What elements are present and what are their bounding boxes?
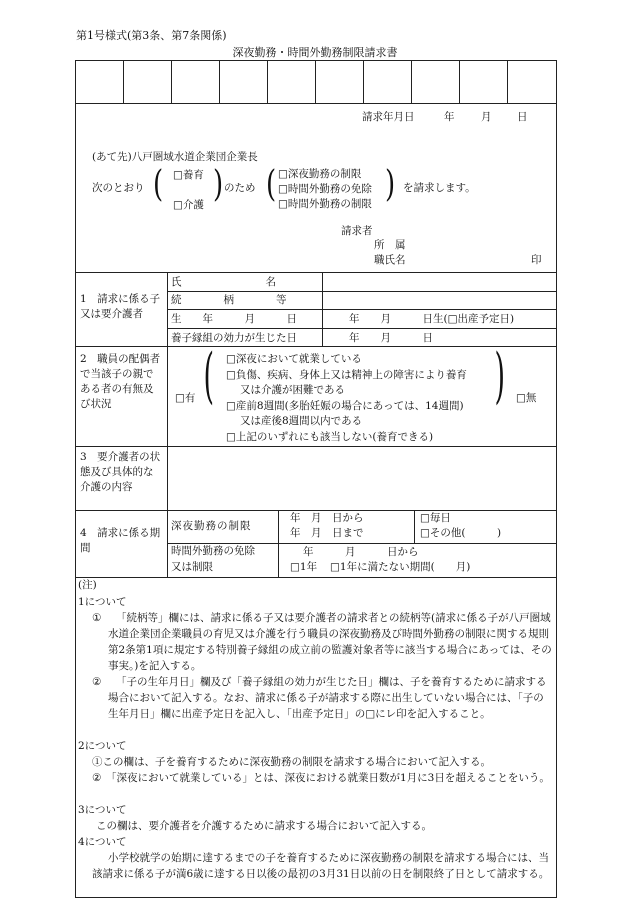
field-name-label: 氏 名 [171,276,276,288]
overtime-less-than-year[interactable]: □1年に満たない期間( 月) [330,561,471,573]
night-limit-label: 深夜勤務の制限 [171,520,252,532]
addressee: (あて先)八戸圏域水道企業団企業長 [92,151,258,163]
field-relation-label: 続 柄 等 [171,294,287,306]
option-night-limit[interactable]: □深夜勤務の制限 [278,168,362,180]
note3-heading: 3について [78,804,127,816]
field-adoption-label: 養子縁組の効力が生じた日 [171,332,297,344]
as-follows-text: 次のとおり [92,182,145,194]
spouse-cond-maternity[interactable]: □産前8週間(多胎妊娠の場合にあっては、14週間) [226,400,464,412]
note1-heading: 1について [78,596,127,608]
note2a-text: ①この欄は、子を養育するために深夜勤務の制限を請求する場合において記入する。 [92,756,491,768]
request-text: を請求します。 [403,182,476,194]
option-care[interactable]: □介護 [173,199,204,211]
overtime-one-year[interactable]: □1年 [290,561,318,573]
section4-label: 4 請求に係る期間 [80,527,161,554]
note4-heading: 4について [78,836,127,848]
for-the-text: のため [224,182,256,194]
seal-mark: 印 [531,254,542,266]
left-brace-1: ( [153,164,164,206]
section1-label: 1 請求に係る子又は要介護者 [80,293,161,320]
form-number: 第1号様式(第3条、第7条関係) [76,29,227,42]
option-overtime-limit[interactable]: □時間外勤務の制限 [278,198,372,210]
overtime-label: 時間外勤務の免除 [171,545,255,557]
right-brace-1: ) [213,164,224,206]
left-brace-2: ( [266,164,277,206]
right-brace-2: ) [385,164,396,206]
night-limit-from[interactable]: 年 月 日から [290,512,364,524]
spouse-yes[interactable]: □有 [175,392,196,404]
note1b-mark: ② [92,676,102,688]
note2b-mark: ② [92,772,102,784]
overtime-label-cont: 又は制限 [171,561,213,573]
option-overtime-exempt[interactable]: □時間外勤務の免除 [278,183,372,195]
note1a-mark: ① [92,612,102,624]
name-title-label: 職氏名 [374,254,406,266]
field-birth-value[interactable]: 年 月 日生(□出産予定日) [349,313,515,325]
night-limit-to[interactable]: 年 月 日まで [290,527,364,539]
frequency-other[interactable]: □その他( ) [420,527,502,539]
note1b-text: 「子の生年月日」欄及び「養子縁組の効力が生じた日」欄は、子を養育するために請求する場合において記入する。なお、請求に係る子が請求する際に出生していない場合には、「子の生年月日」欄に出産予定日を記入し、「出産予定日」の□にレ印を記入すること。 [108,676,547,720]
spouse-cond-none[interactable]: □上記のいずれにも該当しない(養育できる) [226,431,434,443]
spouse-cond-illness[interactable]: □負傷、疾病、身体上又は精神上の障害により養育 [226,369,467,381]
section3-label: 3 要介護者の状態及び具体的な介護の内容 [80,451,161,493]
note1a-text: 「続柄等」欄には、請求に係る子又は要介護者の請求者との続柄等(請求に係る子が八戸圏域水道企業団企業職員の育児又は介護を行う職員の深夜勤務及び時間外勤務の制限に関する規則第2条第1項に規定する特別養子縁組の成立前の監護対象者等に該当する場合にあっては、その事実。)を記入する。 [108,612,552,672]
section2-right-brace: ) [494,341,505,411]
note2b-text: 「深夜において就業している」とは、深夜における就業日数が1月に3日を超えることをいう。 [106,772,550,784]
request-date-day: 日 [517,111,528,123]
request-date-month: 月 [481,111,492,123]
spouse-cond-illness-cont: 又は介護が困難である [240,384,345,396]
field-birth-label: 生 年 月 日 [171,313,297,325]
spouse-cond-night[interactable]: □深夜において就業している [226,353,362,365]
frequency-daily[interactable]: □毎日 [420,512,451,524]
field-adoption-value[interactable]: 年 月 日 [349,332,433,344]
note2-heading: 2について [78,740,127,752]
option-childcare[interactable]: □養育 [173,169,204,181]
request-date-label: 請求年月日 [362,111,415,123]
spouse-no[interactable]: □無 [516,392,537,404]
note3a-text: この欄は、要介護者を介護するために請求する場合において記入する。 [96,820,432,832]
form-title: 深夜勤務・時間外勤務制限請求書 [232,46,398,59]
spouse-cond-maternity-cont: 又は産後8週間以内である [240,415,363,427]
notes-heading: (注) [78,579,97,591]
section2-left-brace: ( [203,341,214,411]
requester-label: 請求者 [341,225,373,237]
note4a-text: 小学校就学の始期に達するまでの子を養育するために深夜勤務の制限を請求する場合には、当該請求に係る子が満6歳に達する日以後の最初の3月31日以前の日を制限終了日として請求する。 [92,852,550,880]
request-date-year: 年 [444,111,455,123]
dept-label: 所 属 [374,239,406,251]
section2-label: 2 職員の配偶者で当該子の親である者の有無及び状況 [80,353,161,410]
overtime-from[interactable]: 年 月 日から [303,546,419,558]
